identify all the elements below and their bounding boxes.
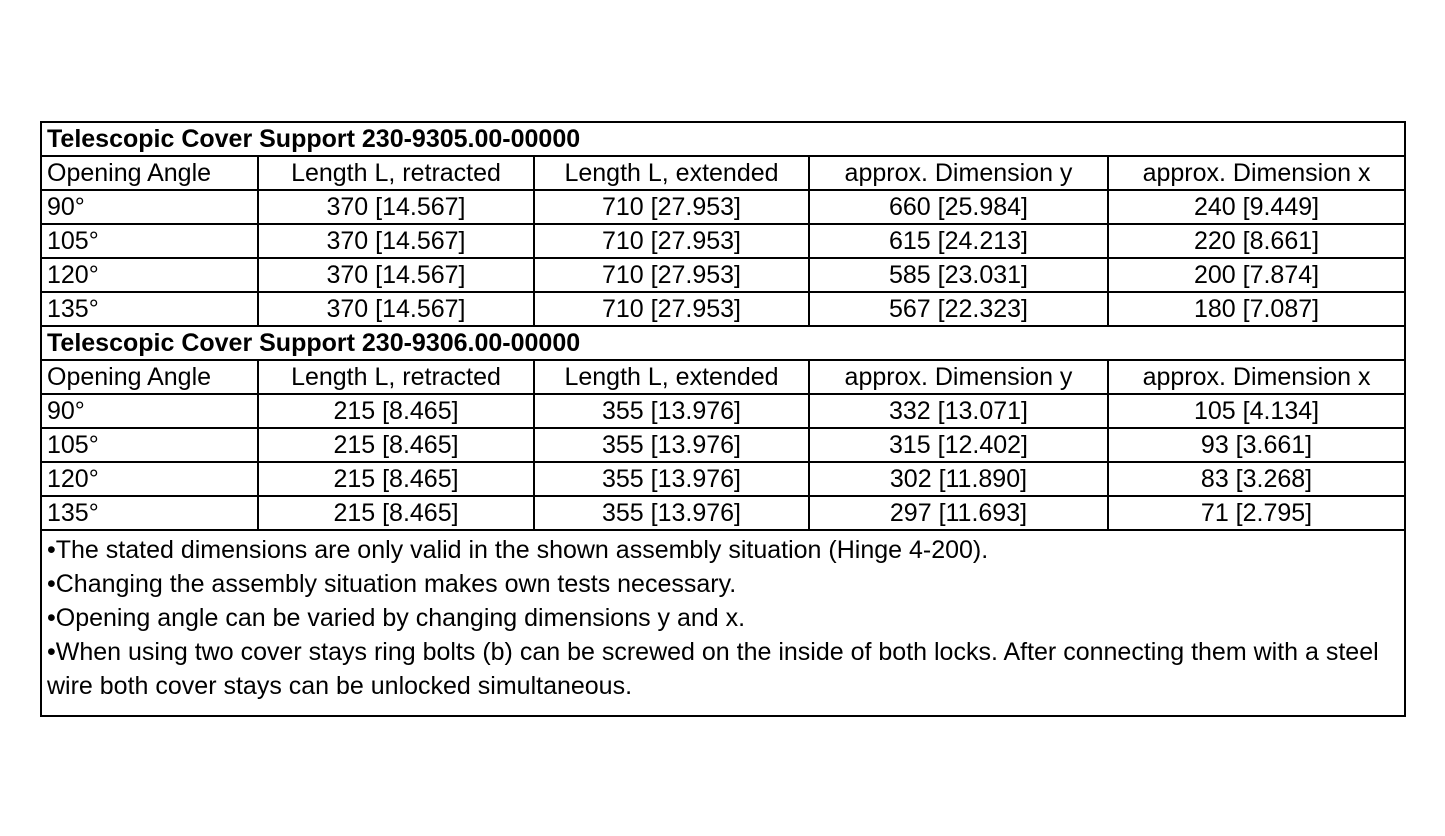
angle-cell: 90° bbox=[41, 190, 258, 224]
column-header: approx. Dimension y bbox=[809, 156, 1108, 190]
value-cell: 355 [13.976] bbox=[534, 428, 809, 462]
column-header: Length L, retracted bbox=[258, 156, 534, 190]
value-cell: 370 [14.567] bbox=[258, 224, 534, 258]
value-cell: 215 [8.465] bbox=[258, 462, 534, 496]
note-item: •The stated dimensions are only valid in the shown assembly situation (Hinge 4-200). bbox=[47, 536, 989, 564]
value-cell: 105 [4.134] bbox=[1108, 394, 1405, 428]
value-cell: 370 [14.567] bbox=[258, 258, 534, 292]
column-header: Length L, retracted bbox=[258, 360, 534, 394]
value-cell: 180 [7.087] bbox=[1108, 292, 1405, 326]
note-item: •When using two cover stays ring bolts (b) can be screwed on the inside of both locks. After connecting them with a steel wire both cover stays can be unlocked simultaneous. bbox=[47, 638, 1379, 700]
angle-cell: 105° bbox=[41, 224, 258, 258]
value-cell: 215 [8.465] bbox=[258, 394, 534, 428]
angle-cell: 120° bbox=[41, 462, 258, 496]
note-item: •Opening angle can be varied by changing dimensions y and x. bbox=[47, 604, 746, 632]
value-cell: 83 [3.268] bbox=[1108, 462, 1405, 496]
value-cell: 660 [25.984] bbox=[809, 190, 1108, 224]
angle-cell: 120° bbox=[41, 258, 258, 292]
angle-cell: 105° bbox=[41, 428, 258, 462]
note-item: •Changing the assembly situation makes own tests necessary. bbox=[47, 570, 737, 598]
value-cell: 220 [8.661] bbox=[1108, 224, 1405, 258]
value-cell: 240 [9.449] bbox=[1108, 190, 1405, 224]
column-header: approx. Dimension x bbox=[1108, 360, 1405, 394]
table-row bbox=[41, 496, 1405, 530]
section-title-row bbox=[41, 122, 1405, 156]
table-row bbox=[41, 428, 1405, 462]
value-cell: 355 [13.976] bbox=[534, 496, 809, 530]
header-row bbox=[41, 360, 1405, 394]
section-title: Telescopic Cover Support 230-9305.00-00000 bbox=[41, 122, 1405, 156]
value-cell: 315 [12.402] bbox=[809, 428, 1108, 462]
value-cell: 710 [27.953] bbox=[534, 190, 809, 224]
section-title: Telescopic Cover Support 230-9306.00-00000 bbox=[41, 326, 1405, 360]
notes-cell bbox=[41, 530, 1405, 716]
value-cell: 71 [2.795] bbox=[1108, 496, 1405, 530]
value-cell: 302 [11.890] bbox=[809, 462, 1108, 496]
column-header: approx. Dimension x bbox=[1108, 156, 1405, 190]
table-row bbox=[41, 190, 1405, 224]
value-cell: 370 [14.567] bbox=[258, 190, 534, 224]
notes-row bbox=[41, 530, 1405, 716]
column-header: Opening Angle bbox=[41, 156, 258, 190]
angle-cell: 135° bbox=[41, 496, 258, 530]
value-cell: 370 [14.567] bbox=[258, 292, 534, 326]
column-header: Length L, extended bbox=[534, 360, 809, 394]
column-header: Opening Angle bbox=[41, 360, 258, 394]
value-cell: 297 [11.693] bbox=[809, 496, 1108, 530]
value-cell: 332 [13.071] bbox=[809, 394, 1108, 428]
value-cell: 615 [24.213] bbox=[809, 224, 1108, 258]
value-cell: 215 [8.465] bbox=[258, 428, 534, 462]
table-row bbox=[41, 224, 1405, 258]
value-cell: 567 [22.323] bbox=[809, 292, 1108, 326]
value-cell: 93 [3.661] bbox=[1108, 428, 1405, 462]
value-cell: 355 [13.976] bbox=[534, 394, 809, 428]
table-row bbox=[41, 394, 1405, 428]
value-cell: 585 [23.031] bbox=[809, 258, 1108, 292]
column-header: Length L, extended bbox=[534, 156, 809, 190]
table-row bbox=[41, 462, 1405, 496]
table-row bbox=[41, 292, 1405, 326]
section-title-row bbox=[41, 326, 1405, 360]
spec-table bbox=[40, 121, 1406, 717]
column-header: approx. Dimension y bbox=[809, 360, 1108, 394]
value-cell: 710 [27.953] bbox=[534, 292, 809, 326]
value-cell: 215 [8.465] bbox=[258, 496, 534, 530]
value-cell: 710 [27.953] bbox=[534, 258, 809, 292]
value-cell: 355 [13.976] bbox=[534, 462, 809, 496]
table-row bbox=[41, 258, 1405, 292]
angle-cell: 135° bbox=[41, 292, 258, 326]
header-row bbox=[41, 156, 1405, 190]
value-cell: 200 [7.874] bbox=[1108, 258, 1405, 292]
angle-cell: 90° bbox=[41, 394, 258, 428]
value-cell: 710 [27.953] bbox=[534, 224, 809, 258]
